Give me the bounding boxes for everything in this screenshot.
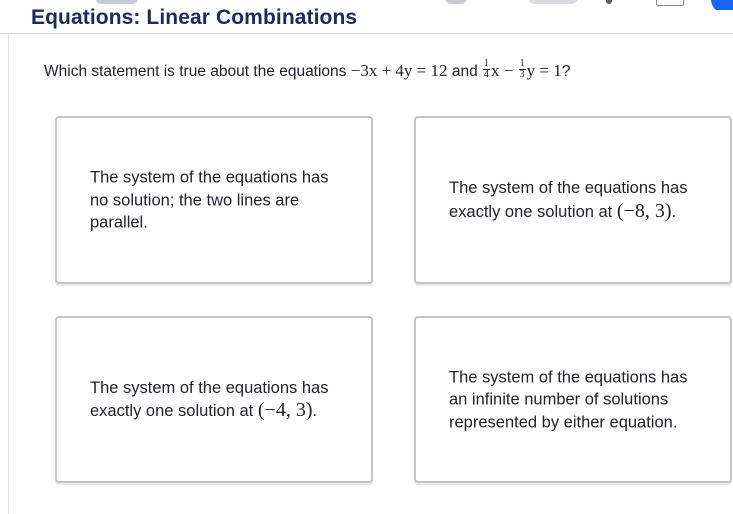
- choice-text: The system of the equations has no solution; the two lines are parallel.: [90, 168, 329, 232]
- page-title: Equations: Linear Combinations: [31, 6, 358, 29]
- toolbar-icon[interactable]: [606, 0, 612, 4]
- toolbar-icon[interactable]: [656, 0, 684, 6]
- answer-choice-d[interactable]: [414, 316, 732, 483]
- fraction-numerator: 1: [519, 58, 525, 70]
- choice-text: The system of the equations has exactly one solution at: [449, 179, 688, 221]
- choice-label: [90, 377, 351, 423]
- choice-text: The system of the equations has exactly one solution at: [90, 378, 329, 420]
- choice-label: [90, 166, 351, 234]
- choice-end: .: [671, 202, 677, 221]
- content-border: [8, 34, 9, 514]
- header-divider: [0, 33, 733, 34]
- answer-choice-b[interactable]: [414, 116, 732, 284]
- question-and: and: [451, 63, 478, 80]
- equation-2-term-x: x −: [491, 61, 514, 80]
- fraction-one-third: [519, 59, 526, 80]
- toolbar-icon[interactable]: [96, 0, 138, 4]
- choice-end: .: [312, 402, 318, 420]
- choice-label: [449, 366, 710, 434]
- equation-1: −3x + 4y = 12: [350, 61, 448, 80]
- toolbar-button[interactable]: [528, 0, 578, 4]
- fraction-denominator: 4: [484, 69, 490, 81]
- fraction-numerator: 1: [484, 58, 490, 70]
- avatar[interactable]: [711, 0, 733, 10]
- choice-label: [449, 177, 710, 223]
- question-suffix: ?: [561, 63, 571, 80]
- question-text: [44, 58, 571, 82]
- choice-text: The system of the equations has an infinite number of solutions represented by either equation.: [449, 367, 688, 431]
- toolbar-icon[interactable]: [445, 0, 467, 4]
- answer-choice-a[interactable]: [55, 116, 373, 284]
- choice-math: (−4, 3): [257, 399, 313, 421]
- fraction-one-fourth: [483, 59, 490, 80]
- answer-choice-c[interactable]: [55, 316, 373, 483]
- question-prefix: Which statement is true about the equations: [44, 63, 347, 80]
- fraction-denominator: 3: [519, 69, 525, 81]
- equation-2-term-y: y = 1: [526, 61, 562, 80]
- choice-math: (−8, 3): [616, 199, 672, 222]
